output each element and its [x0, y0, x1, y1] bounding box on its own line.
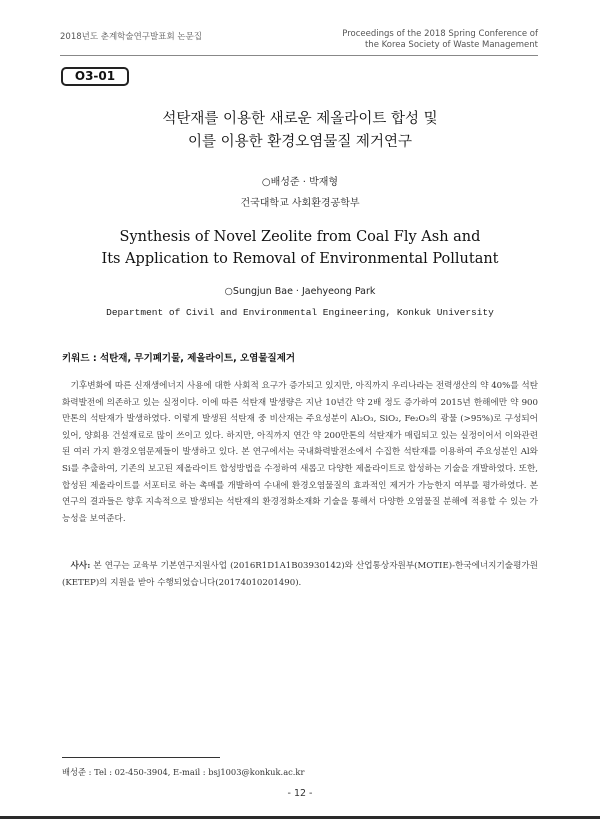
- session-badge: O3-01: [61, 67, 129, 86]
- acknowledgment-text: 본 연구는 교육부 기본연구지원사업 (2016R1D1A1B03930142)와 산업통상자원부(MOTIE)-한국에너지기술평가원(KETEP)의 지원을 받아 수행되었습니다(20174010201490).: [62, 561, 538, 588]
- running-header-right-line1: Proceedings of the 2018 Spring Conference of: [342, 29, 538, 39]
- english-title: [60, 226, 540, 270]
- running-header-right-line2: the Korea Society of Waste Management: [364, 40, 538, 50]
- korean-title-line1: 석탄재를 이용한 새로운 제올라이트 합성 및: [162, 111, 438, 127]
- english-title-line1: Synthesis of Novel Zeolite from Coal Fly Ash and: [119, 229, 481, 245]
- korean-title-line2: 이를 이용한 환경오염물질 제거연구: [188, 134, 412, 150]
- abstract-paragraph: 기후변화에 따른 신재생에너지 사용에 대한 사회적 요구가 증가되고 있지만, 아직까지 우리나라는 전력생산의 약 40%를 석탄화력발전에 의존하고 있는 실정이다. 이에 따른 석탄재 발생량은 지난 10년간 약 2배 정도 증가하여 2015년 한해에만 약 900만톤의 석탄재가 발생하였다. 이렇게 발생된 석탄재 중 비산재는 주요성분이 Al₂O₃, SiO₂, Fe₂O₃의 광물 (>95%)로 구성되어 있어, 양회용 건설재료로 많이 쓰이고 있다. 하지만, 아직까지 연간 약 200만톤의 석탄재가 매립되고 있는 실정이어서 이와관련된 여러 가지 환경오염문제들이 발생하고 있다. 본 연구에서는 국내화력발전소에서 수집한 석탄재를 이용하여 주요성분인 Al와 Si를 추출하여, 기존의 보고된 제올라이트 합성방법을 수정하여 새롭고 다양한 제올라이트로 합성하는 기술을 개발하였다. 또한, 합성된 제올라이트를 서포터로 하는 촉매를 개발하여 수내에 환경오염물질의 효과적인 제거가 가능한지 여부를 평가하였다. 본 연구의 결과들은 향후 지속적으로 발생되는 석탄재의 환경정화소재화 기술을 통해서 다양한 오염물질 분해에 적용할 수 있는 가능성을 보여준다.: [62, 381, 538, 524]
- english-title-line2: Its Application to Removal of Environmental Pollutant: [101, 251, 499, 267]
- footnote-contact: 배성준 : Tel : 02-450-3904, E-mail : bsj1003@konkuk.ac.kr: [62, 767, 305, 777]
- page-number: - 12 -: [287, 788, 313, 799]
- header-divider: [60, 55, 538, 56]
- running-header-right: [342, 29, 538, 51]
- english-affiliation: Department of Civil and Environmental Engineering, Konkuk University: [106, 307, 494, 318]
- korean-title: [60, 108, 540, 154]
- page-bottom-rule: [0, 816, 600, 819]
- korean-affiliation: 건국대학교 사회환경공학부: [240, 198, 360, 209]
- running-header-left: 2018년도 춘계학술연구발표회 논문집: [60, 32, 202, 42]
- korean-authors: ○배성준 · 박재형: [261, 177, 339, 188]
- acknowledgment: [62, 558, 538, 591]
- footnote-divider: [62, 757, 220, 758]
- acknowledgment-label: 사사:: [70, 561, 91, 571]
- abstract-body: [62, 378, 538, 527]
- keywords: 키워드 : 석탄재, 무기폐기물, 제올라이트, 오염물질제거: [62, 353, 296, 364]
- english-authors: ○Sungjun Bae · Jaehyeong Park: [224, 286, 376, 297]
- acknowledgment-paragraph: [62, 558, 538, 591]
